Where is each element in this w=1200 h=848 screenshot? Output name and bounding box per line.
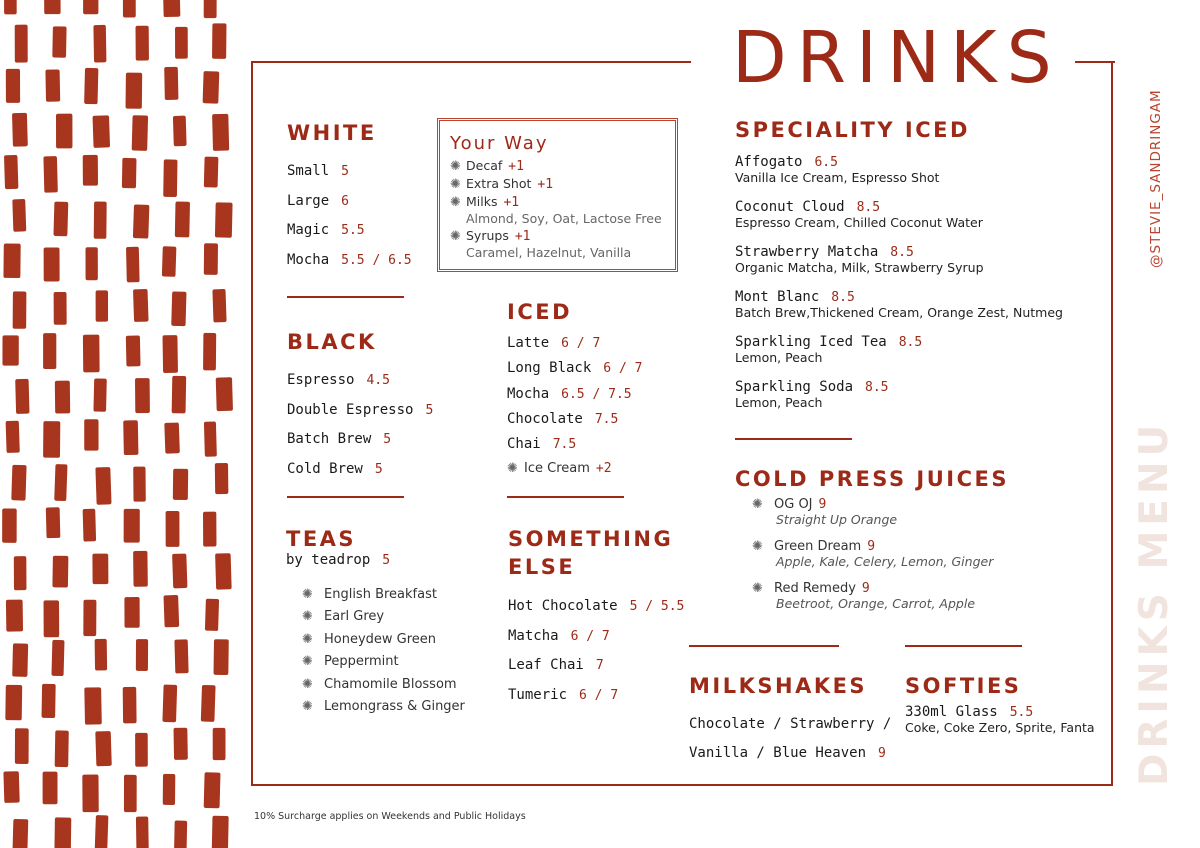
brush-stroke bbox=[95, 815, 109, 848]
brush-stroke bbox=[54, 817, 71, 848]
brush-stroke bbox=[175, 27, 188, 59]
brush-stroke bbox=[55, 730, 69, 767]
star-icon: ✺ bbox=[302, 609, 313, 625]
star-icon: ✺ bbox=[450, 176, 461, 192]
brush-stroke bbox=[52, 26, 66, 57]
brush-stroke bbox=[6, 69, 20, 103]
menu-item: Batch Brew 5 bbox=[287, 431, 392, 448]
brush-stroke bbox=[203, 71, 220, 104]
section-divider bbox=[689, 645, 839, 647]
social-handle[interactable]: @STEVIE_SANDRINGAM bbox=[1148, 89, 1164, 268]
brush-stroke bbox=[136, 816, 149, 848]
brush-stroke bbox=[43, 156, 57, 193]
menu-item: Chai 7.5 bbox=[507, 436, 577, 453]
brush-stroke bbox=[12, 199, 26, 232]
brush-stroke bbox=[173, 116, 187, 147]
addon-milks: ✺ Milks +1 bbox=[450, 193, 520, 210]
brush-stroke bbox=[201, 685, 216, 722]
juices-list bbox=[752, 497, 993, 623]
section-divider bbox=[287, 296, 404, 298]
brush-stroke bbox=[212, 114, 229, 151]
brush-stroke bbox=[95, 731, 111, 766]
addon-decaf: ✺ Decaf +1 bbox=[450, 157, 524, 174]
tea-item: ✺ Peppermint bbox=[302, 651, 465, 673]
brush-stroke bbox=[173, 469, 188, 500]
star-icon: ✺ bbox=[302, 631, 313, 647]
tea-item: ✺ English Breakfast bbox=[302, 584, 465, 606]
menu-item: Espresso 4.5 bbox=[287, 372, 390, 388]
star-icon: ✺ bbox=[752, 497, 763, 512]
brush-stroke bbox=[124, 509, 140, 543]
brush-stroke bbox=[3, 771, 19, 803]
brush-stroke bbox=[83, 600, 96, 636]
brush-stroke bbox=[124, 597, 139, 628]
brush-stroke bbox=[15, 25, 28, 63]
brush-stroke bbox=[15, 379, 29, 414]
brush-stroke bbox=[12, 113, 28, 147]
brush-stroke bbox=[212, 23, 226, 59]
brush-stroke bbox=[4, 0, 17, 14]
milkshake-flavours-line1: Chocolate / Strawberry / bbox=[689, 716, 892, 732]
teas-price: 5 bbox=[382, 553, 391, 568]
section-heading-softies: SOFTIES bbox=[905, 674, 1022, 698]
frame-top-rule-left bbox=[251, 61, 691, 63]
brush-stroke bbox=[124, 775, 137, 812]
brush-stroke bbox=[123, 687, 137, 724]
menu-item: Mocha 6.5 / 7.5 bbox=[507, 385, 632, 402]
menu-item: Mocha 5.5 / 6.5 bbox=[287, 251, 412, 268]
section-divider bbox=[905, 645, 1022, 647]
your-way-heading: Your Way bbox=[450, 133, 549, 154]
iced-list bbox=[507, 331, 642, 482]
speciality-item: Sparkling Iced Tea 8.5 Lemon, Peach bbox=[735, 334, 923, 365]
black-list bbox=[287, 366, 433, 484]
menu-item: Tumeric 6 / 7 bbox=[508, 686, 619, 703]
menu-item: Latte 6 / 7 bbox=[507, 335, 601, 351]
milk-options: Almond, Soy, Oat, Lactose Free bbox=[466, 210, 662, 226]
brush-stroke bbox=[126, 73, 143, 109]
brush-stroke bbox=[164, 595, 180, 627]
brush-stroke bbox=[44, 0, 61, 14]
brush-stroke bbox=[204, 772, 221, 808]
brush-stroke bbox=[84, 687, 102, 724]
addon-extra-shot: ✺ Extra Shot +1 bbox=[450, 175, 554, 192]
brush-stroke bbox=[135, 378, 150, 413]
softies-list bbox=[905, 704, 1095, 735]
menu-item: Leaf Chai 7 bbox=[508, 657, 604, 673]
section-heading-something-else: SOMETHING ELSE bbox=[508, 527, 674, 580]
brush-stroke bbox=[126, 247, 140, 283]
teas-brand-line bbox=[286, 552, 390, 568]
brush-stroke bbox=[56, 114, 72, 149]
speciality-iced-list bbox=[735, 154, 1063, 424]
brush-stroke bbox=[5, 685, 22, 721]
brush-stroke bbox=[86, 247, 98, 280]
brush-stroke bbox=[215, 202, 233, 237]
brush-stroke bbox=[43, 333, 56, 369]
brush-stroke bbox=[46, 507, 61, 538]
something-else-list bbox=[508, 592, 684, 710]
brush-stroke bbox=[212, 289, 226, 323]
speciality-item: Strawberry Matcha 8.5 Organic Matcha, Milk, Strawberry Syrup bbox=[735, 244, 984, 275]
brush-stroke bbox=[84, 419, 98, 450]
brush-stroke bbox=[84, 68, 98, 104]
brush-stroke bbox=[132, 115, 148, 151]
star-icon: ✺ bbox=[450, 228, 461, 244]
softie-item: 330ml Glass 5.5 bbox=[905, 704, 1034, 720]
brush-stroke bbox=[174, 639, 188, 673]
brush-stroke bbox=[95, 467, 111, 505]
brush-stroke bbox=[166, 511, 180, 547]
brush-stroke bbox=[164, 67, 178, 100]
speciality-item: Mont Blanc 8.5 Batch Brew,Thickened Cream, Orange Zest, Nutmeg bbox=[735, 289, 1063, 320]
milkshakes-list bbox=[689, 710, 891, 768]
brush-stroke bbox=[171, 291, 186, 326]
white-list bbox=[287, 157, 412, 275]
brush-stroke bbox=[162, 685, 177, 723]
brush-stroke bbox=[123, 420, 138, 455]
menu-item: Cold Brew 5 bbox=[287, 460, 383, 477]
section-heading-milkshakes: MILKSHAKES bbox=[689, 674, 868, 698]
brush-stroke bbox=[136, 26, 149, 61]
star-icon: ✺ bbox=[450, 194, 461, 210]
menu-item: Large 6 bbox=[287, 192, 349, 209]
section-heading-white: WHITE bbox=[287, 121, 377, 145]
teas-brand: by teadrop bbox=[286, 552, 371, 568]
brush-stroke bbox=[205, 599, 219, 631]
section-heading-speciality-iced: SPECIALITY ICED bbox=[735, 118, 970, 142]
brush-stroke bbox=[123, 0, 136, 17]
brush-stroke bbox=[163, 335, 178, 373]
star-icon: ✺ bbox=[752, 539, 763, 554]
menu-item: Matcha 6 / 7 bbox=[508, 627, 610, 644]
tea-item: ✺ Chamomile Blossom bbox=[302, 674, 465, 696]
star-icon: ✺ bbox=[302, 699, 313, 715]
brush-stroke bbox=[6, 421, 20, 453]
softie-options: Coke, Coke Zero, Sprite, Fanta bbox=[905, 720, 1095, 735]
side-label: DRINKS MENU bbox=[1132, 419, 1177, 786]
page-title: DRINKS bbox=[732, 16, 1062, 99]
section-heading-iced: ICED bbox=[507, 300, 573, 324]
addon-ice-cream: ✺ Ice Cream +2 bbox=[507, 457, 642, 481]
brush-stroke bbox=[44, 600, 60, 637]
brush-stroke bbox=[172, 376, 187, 414]
brush-stroke bbox=[204, 157, 219, 188]
menu-item: Magic 5.5 bbox=[287, 222, 365, 239]
section-divider bbox=[507, 496, 624, 498]
brush-stroke bbox=[43, 421, 60, 458]
section-divider bbox=[735, 438, 852, 440]
teas-list bbox=[302, 584, 465, 718]
brush-stroke bbox=[83, 0, 98, 14]
brush-stroke bbox=[82, 774, 98, 812]
brush-stroke bbox=[94, 202, 107, 239]
brush-stroke bbox=[172, 554, 187, 589]
star-icon: ✺ bbox=[752, 581, 763, 596]
brush-stroke bbox=[93, 25, 106, 63]
syrup-options: Caramel, Hazelnut, Vanilla bbox=[466, 244, 632, 260]
speciality-item: Sparkling Soda 8.5 Lemon, Peach bbox=[735, 379, 889, 410]
surcharge-note: 10% Surcharge applies on Weekends and Public Holidays bbox=[254, 811, 526, 822]
brush-stroke bbox=[96, 290, 108, 321]
brush-stroke bbox=[83, 155, 98, 186]
star-icon: ✺ bbox=[302, 654, 313, 670]
decorative-pattern bbox=[0, 0, 240, 848]
section-divider bbox=[287, 496, 404, 498]
brush-stroke bbox=[2, 335, 18, 365]
brush-stroke bbox=[12, 819, 28, 848]
brush-stroke bbox=[92, 554, 108, 585]
menu-item: Double Espresso 5 bbox=[287, 401, 434, 418]
milkshake-flavours-line2: Vanilla / Blue Heaven 9 bbox=[689, 744, 886, 761]
brush-stroke bbox=[174, 821, 187, 848]
brush-stroke bbox=[6, 600, 23, 632]
menu-item: Chocolate 7.5 bbox=[507, 410, 619, 427]
brush-stroke bbox=[133, 467, 146, 502]
brush-stroke bbox=[216, 377, 233, 411]
star-icon: ✺ bbox=[302, 676, 313, 692]
speciality-item: Affogato 6.5 Vanilla Ice Cream, Espresso Shot bbox=[735, 154, 940, 185]
brush-stroke bbox=[43, 772, 58, 805]
frame-top-rule-right bbox=[1075, 61, 1115, 63]
brush-stroke bbox=[215, 553, 232, 590]
brush-stroke bbox=[45, 69, 60, 101]
speciality-item: Coconut Cloud 8.5 Espresso Cream, Chilled Coconut Water bbox=[735, 199, 983, 230]
brush-stroke bbox=[53, 202, 68, 237]
brush-stroke bbox=[42, 684, 56, 718]
star-icon: ✺ bbox=[507, 461, 518, 477]
brush-stroke bbox=[126, 336, 141, 367]
star-icon: ✺ bbox=[302, 587, 313, 602]
brush-stroke bbox=[135, 733, 148, 767]
tea-item: ✺ Lemongrass & Ginger bbox=[302, 696, 465, 718]
brush-stroke bbox=[163, 0, 181, 17]
brush-stroke bbox=[4, 155, 18, 189]
section-heading-teas: TEAS bbox=[286, 527, 357, 551]
brush-stroke bbox=[204, 243, 218, 275]
your-way-box bbox=[437, 118, 678, 272]
brush-stroke bbox=[2, 509, 17, 543]
brush-stroke bbox=[203, 512, 216, 547]
brush-stroke bbox=[3, 244, 20, 279]
brush-stroke bbox=[51, 640, 64, 676]
brush-stroke bbox=[215, 463, 229, 494]
juice-item: ✺ Green Dream 9 Apple, Kale, Celery, Lemon, Ginger bbox=[752, 539, 994, 569]
brush-stroke bbox=[44, 247, 60, 281]
brush-stroke bbox=[54, 464, 67, 501]
brush-stroke bbox=[203, 333, 216, 371]
brush-stroke bbox=[133, 289, 149, 322]
addon-syrups: ✺ Syrups +1 bbox=[450, 227, 531, 244]
brush-stroke bbox=[164, 422, 180, 453]
juice-item: ✺ OG OJ 9 Straight Up Orange bbox=[752, 497, 898, 527]
brush-stroke bbox=[15, 728, 29, 764]
juice-item: ✺ Red Remedy 9 Beetroot, Orange, Carrot, Apple bbox=[752, 581, 976, 611]
brush-stroke bbox=[175, 202, 190, 238]
brush-stroke bbox=[93, 115, 111, 148]
brush-stroke bbox=[163, 774, 176, 805]
brush-stroke bbox=[55, 381, 70, 414]
brush-stroke bbox=[212, 816, 229, 848]
brush-stroke bbox=[83, 509, 97, 542]
brush-stroke bbox=[54, 292, 67, 325]
brush-stroke bbox=[162, 246, 177, 277]
brush-stroke bbox=[93, 378, 106, 411]
star-icon: ✺ bbox=[450, 158, 461, 174]
section-heading-juices: COLD PRESS JUICES bbox=[735, 467, 1009, 491]
brush-stroke bbox=[133, 551, 148, 587]
menu-item: Small 5 bbox=[287, 163, 349, 179]
brush-stroke bbox=[136, 639, 148, 671]
brush-stroke bbox=[214, 639, 229, 675]
menu-item: Long Black 6 / 7 bbox=[507, 360, 643, 377]
brush-stroke bbox=[14, 556, 27, 590]
tea-item: ✺ Earl Grey bbox=[302, 606, 465, 628]
menu-item: Hot Chocolate 5 / 5.5 bbox=[508, 598, 685, 614]
brush-stroke bbox=[213, 728, 226, 760]
brush-stroke bbox=[11, 465, 26, 501]
brush-stroke bbox=[12, 643, 28, 677]
brush-stroke bbox=[95, 639, 108, 671]
brush-stroke bbox=[13, 291, 27, 328]
brush-stroke bbox=[122, 158, 137, 188]
brush-stroke bbox=[133, 204, 150, 238]
brush-stroke bbox=[83, 335, 100, 373]
tea-item: ✺ Honeydew Green bbox=[302, 629, 465, 651]
brush-stroke bbox=[204, 0, 217, 18]
brush-stroke bbox=[52, 556, 68, 588]
section-heading-black: BLACK bbox=[287, 330, 377, 354]
brush-stroke bbox=[174, 728, 188, 760]
brush-stroke bbox=[163, 159, 177, 197]
brush-stroke bbox=[204, 421, 217, 456]
